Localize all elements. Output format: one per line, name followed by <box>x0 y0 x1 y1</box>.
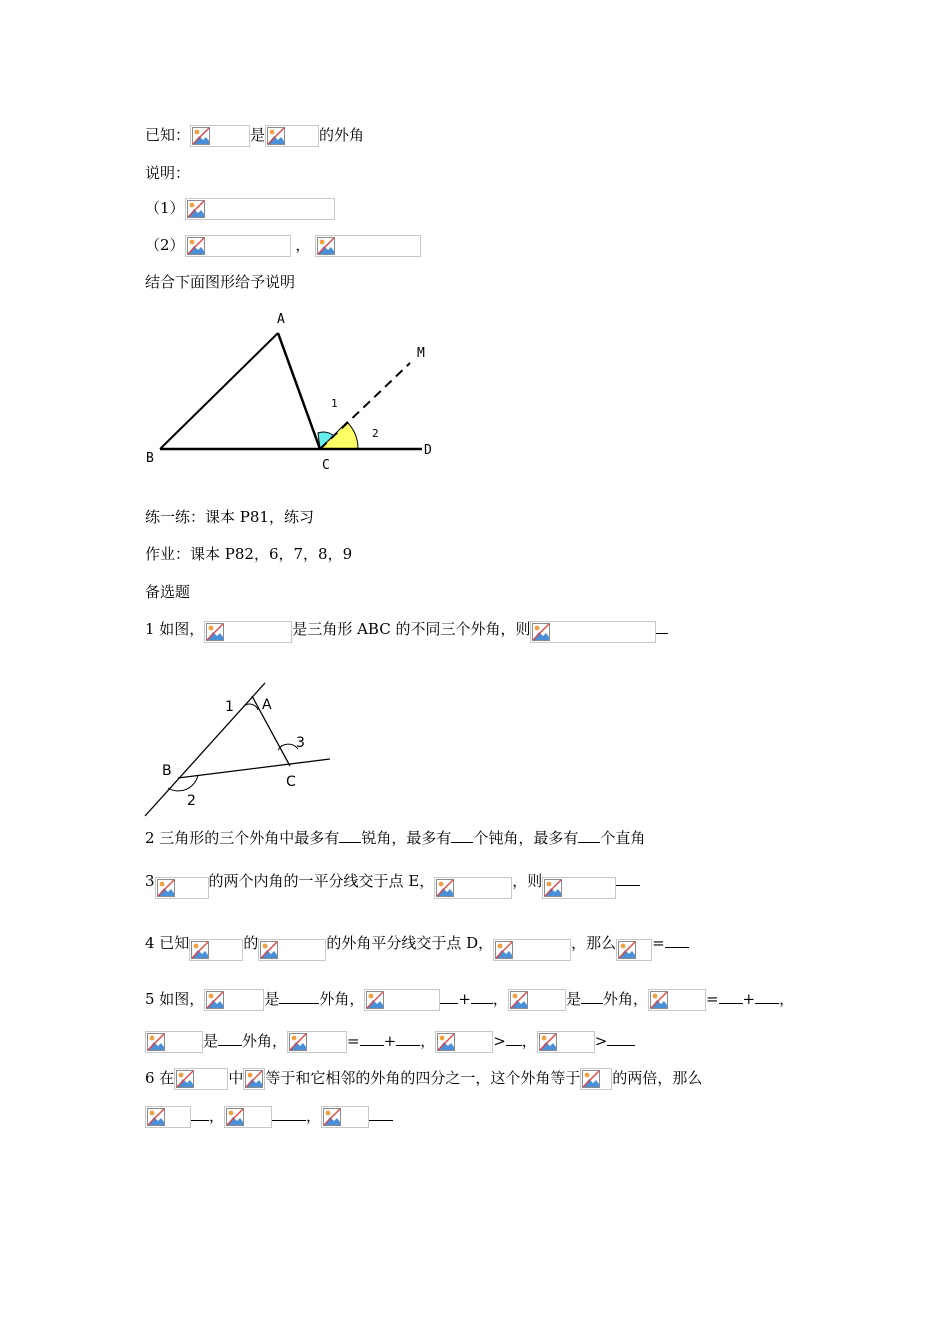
label-b: B <box>146 451 154 466</box>
answer-blank[interactable] <box>279 987 319 1004</box>
question-2 <box>145 826 645 850</box>
answer-blank[interactable] <box>607 1029 635 1046</box>
answer-blank[interactable] <box>272 1104 306 1121</box>
text: 是 <box>203 1032 219 1050</box>
label-angle-1: 1 <box>225 699 234 715</box>
answer-blank[interactable] <box>451 826 473 843</box>
label-angle-3: 3 <box>296 735 305 751</box>
question-6-line-2 <box>145 1104 393 1128</box>
label-a: A <box>262 697 272 713</box>
question-5-line-2 <box>145 1029 635 1053</box>
label-angle-2: 2 <box>187 793 196 809</box>
given-line <box>145 123 364 147</box>
broken-image-icon <box>366 991 384 1009</box>
image-placeholder <box>145 1106 191 1128</box>
explain-label: 说明： <box>145 164 191 182</box>
text: 是 <box>565 990 581 1008</box>
broken-image-icon <box>436 879 454 897</box>
broken-image-icon <box>618 941 636 959</box>
given-label: 已知： <box>145 126 191 144</box>
image-placeholder <box>287 1031 347 1053</box>
step-number: （2） <box>145 236 185 254</box>
text: 5 如图， <box>145 990 205 1008</box>
broken-image-icon <box>226 1108 244 1126</box>
broken-image-icon <box>147 1108 165 1126</box>
label-a: A <box>277 312 285 327</box>
text: ， <box>420 1032 436 1050</box>
image-placeholder <box>493 939 571 961</box>
answer-blank[interactable] <box>360 1029 384 1046</box>
broken-image-icon <box>437 1033 455 1051</box>
text: 是三角形 ABC 的不同三个外角，则 <box>292 620 531 638</box>
broken-image-icon <box>187 237 205 255</box>
step-2 <box>145 233 421 257</box>
answer-blank[interactable] <box>578 826 600 843</box>
triangle-figure-1 <box>140 305 450 480</box>
text: 3 <box>145 872 155 890</box>
image-placeholder <box>315 235 421 257</box>
text: 的两个内角的一平分线交于点 E， <box>208 872 435 890</box>
image-placeholder <box>542 877 616 899</box>
image-placeholder <box>508 989 566 1011</box>
text: = <box>705 990 719 1008</box>
text: 2 三角形的三个外角中最多有 <box>145 829 340 847</box>
image-placeholder <box>185 235 291 257</box>
broken-image-icon <box>206 623 224 641</box>
answer-blank[interactable] <box>656 617 668 634</box>
text: = <box>347 1032 360 1050</box>
text: 的外角 <box>319 126 365 144</box>
broken-image-icon <box>289 1033 307 1051</box>
answer-blank[interactable] <box>581 987 603 1004</box>
text: 的两倍，那么 <box>612 1069 703 1087</box>
label-b: B <box>162 763 172 779</box>
broken-image-icon <box>495 941 513 959</box>
image-placeholder <box>190 125 250 147</box>
image-placeholder <box>364 989 440 1011</box>
text: ，则 <box>512 872 543 890</box>
answer-blank[interactable] <box>369 1104 393 1121</box>
text: 个钝角，最多有 <box>473 829 579 847</box>
broken-image-icon <box>191 941 209 959</box>
image-placeholder <box>258 939 326 961</box>
angle-1-arc <box>244 704 258 710</box>
text: ， <box>521 1032 537 1050</box>
broken-image-icon <box>510 991 528 1009</box>
answer-blank[interactable] <box>440 987 458 1004</box>
broken-image-icon <box>539 1033 557 1051</box>
triangle-figure-2 <box>140 678 340 820</box>
label-c: C <box>286 774 296 790</box>
answer-blank[interactable] <box>665 931 689 948</box>
text: 的外角平分线交于点 D， <box>326 934 494 952</box>
image-placeholder <box>580 1068 612 1090</box>
broken-image-icon <box>650 991 668 1009</box>
answer-blank[interactable] <box>396 1029 420 1046</box>
text: 中 <box>228 1069 244 1087</box>
text: + <box>742 990 756 1008</box>
text: ， <box>295 236 311 254</box>
text: + <box>383 1032 397 1050</box>
practice-line: 练一练：课本 P81，练习 <box>145 508 314 526</box>
text: 外角， <box>602 990 648 1008</box>
image-placeholder <box>616 939 652 961</box>
text: = <box>652 934 665 952</box>
answer-blank[interactable] <box>339 826 361 843</box>
label-angle-2: 2 <box>372 427 379 440</box>
broken-image-icon <box>147 1033 165 1051</box>
question-4 <box>145 927 689 951</box>
text: 是 <box>264 990 280 1008</box>
image-placeholder <box>155 877 209 899</box>
broken-image-icon <box>192 127 210 145</box>
answer-blank[interactable] <box>506 1029 522 1046</box>
text: > <box>594 1032 608 1050</box>
question-1 <box>145 617 668 641</box>
broken-image-icon <box>544 879 562 897</box>
broken-image-icon <box>267 127 285 145</box>
image-placeholder <box>434 877 512 899</box>
question-6-line-1 <box>145 1066 702 1090</box>
line-bc-extended <box>178 759 330 778</box>
broken-image-icon <box>245 1070 263 1088</box>
line-ba-extended <box>145 683 265 816</box>
image-placeholder <box>648 989 706 1011</box>
text: 外角， <box>242 1032 288 1050</box>
homework-line: 作业：课本 P82，6，7，8，9 <box>145 545 353 563</box>
question-5-line-1 <box>145 987 794 1011</box>
question-3 <box>145 865 640 889</box>
broken-image-icon <box>260 941 278 959</box>
broken-image-icon <box>176 1070 194 1088</box>
image-placeholder <box>189 939 243 961</box>
broken-image-icon <box>532 623 550 641</box>
image-placeholder <box>185 198 335 220</box>
broken-image-icon <box>187 200 205 218</box>
instruction: 结合下面图形给予说明 <box>145 273 296 291</box>
broken-image-icon <box>157 879 175 897</box>
image-placeholder <box>145 1031 203 1053</box>
broken-image-icon <box>206 991 224 1009</box>
image-placeholder <box>265 125 319 147</box>
label-angle-1: 1 <box>331 397 338 410</box>
broken-image-icon <box>323 1108 341 1126</box>
image-placeholder <box>204 621 292 643</box>
image-placeholder <box>537 1031 595 1053</box>
label-d: D <box>424 443 432 458</box>
image-placeholder <box>204 989 264 1011</box>
text: 的 <box>243 934 259 952</box>
label-c: C <box>322 458 330 473</box>
image-placeholder <box>174 1068 228 1090</box>
answer-blank[interactable] <box>719 987 743 1004</box>
step-1 <box>145 196 335 220</box>
text: + <box>458 990 471 1008</box>
text: ， <box>492 990 508 1008</box>
image-placeholder <box>243 1068 265 1090</box>
text: ， <box>306 1107 322 1125</box>
text: 1 如图， <box>145 620 205 638</box>
line-ac <box>278 333 320 449</box>
text: 6 在 <box>145 1069 175 1087</box>
image-placeholder <box>321 1106 369 1128</box>
answer-blank[interactable] <box>616 869 640 886</box>
answer-blank[interactable] <box>755 987 779 1004</box>
text: 个直角 <box>600 829 646 847</box>
text: ， <box>779 990 795 1008</box>
step-number: （1） <box>145 199 185 217</box>
text: ， <box>209 1107 225 1125</box>
line-ab <box>160 333 278 449</box>
text: 4 已知 <box>145 934 190 952</box>
answer-blank[interactable] <box>218 1029 242 1046</box>
text: > <box>493 1032 506 1050</box>
text: 外角， <box>319 990 365 1008</box>
optional-title: 备选题 <box>145 583 191 601</box>
text: 锐角，最多有 <box>361 829 452 847</box>
image-placeholder <box>435 1031 493 1053</box>
image-placeholder <box>224 1106 272 1128</box>
broken-image-icon <box>582 1070 600 1088</box>
text: ，那么 <box>571 934 617 952</box>
broken-image-icon <box>317 237 335 255</box>
answer-blank[interactable] <box>191 1104 209 1121</box>
answer-blank[interactable] <box>471 987 493 1004</box>
image-placeholder <box>530 621 656 643</box>
label-m: M <box>417 346 425 361</box>
text: 是 <box>250 126 266 144</box>
text: 等于和它相邻的外角的四分之一，这个外角等于 <box>265 1069 581 1087</box>
